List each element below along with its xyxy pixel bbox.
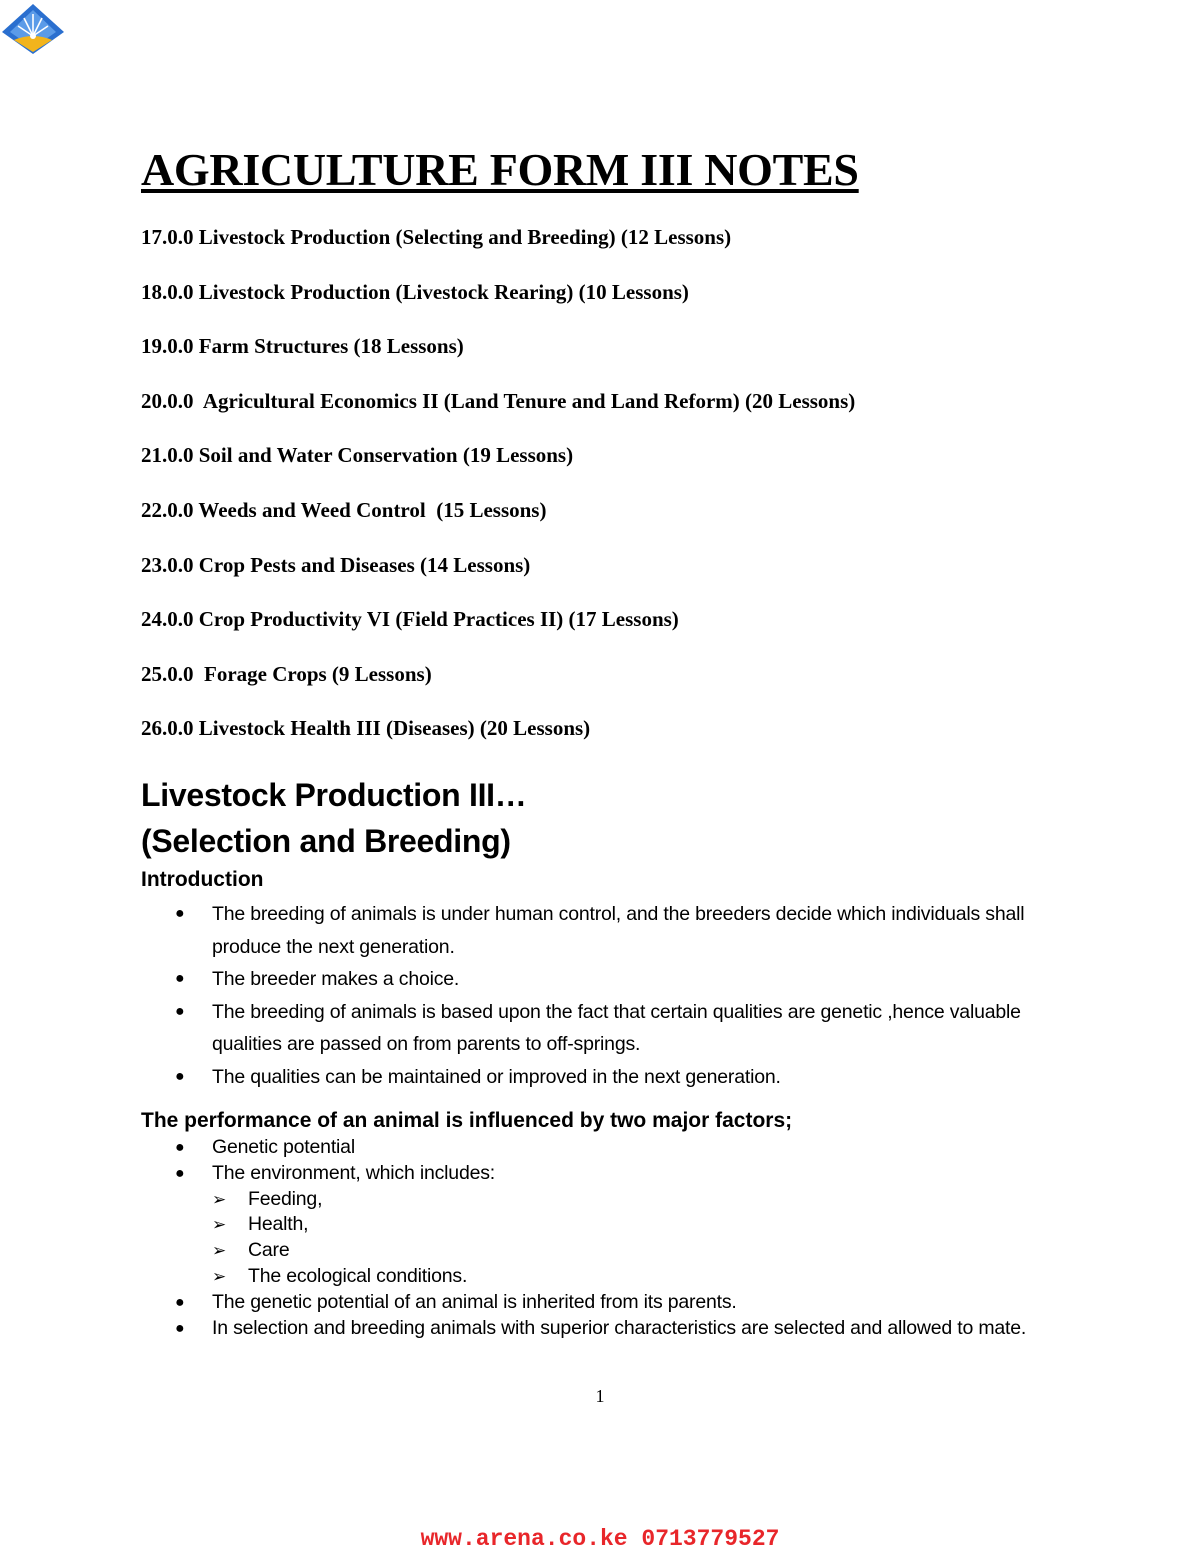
arrowhead-icon: ➢ — [212, 1241, 227, 1261]
topic-item: 21.0.0 Soil and Water Conservation (19 Lessons) — [141, 443, 574, 468]
topic-item: 23.0.0 Crop Pests and Diseases (14 Lessons) — [141, 552, 531, 577]
list-item-text: The breeder makes a choice. — [212, 968, 460, 991]
sub-list-item — [212, 1212, 1061, 1238]
sub-list-item — [212, 1187, 1061, 1213]
sub-list-item-text: Health, — [248, 1213, 309, 1236]
performance-heading: The performance of an animal is influenced by two major factors; — [141, 1109, 793, 1132]
bullet-icon: ● — [175, 970, 185, 988]
topic-item: 19.0.0 Farm Structures (18 Lessons) — [141, 334, 464, 359]
list-item-text: The genetic potential of an animal is inherited from its parents. — [212, 1290, 737, 1313]
bullet-icon: ● — [175, 905, 185, 922]
list-item-text: In selection and breeding animals with superior characteristics are selected and allowed to mate. — [212, 1316, 1027, 1339]
footer-website-link[interactable]: www.arena.co.ke 0713779527 — [420, 1526, 780, 1552]
topic-item: 26.0.0 Livestock Health III (Diseases) (20 Lessons) — [141, 716, 591, 741]
bullet-icon: ● — [175, 1139, 185, 1156]
introduction-list — [141, 898, 1071, 1094]
section-heading-line2: (Selection and Breeding) — [141, 823, 511, 859]
bullet-icon: ● — [175, 1002, 185, 1020]
topic-item: 25.0.0 Forage Crops (9 Lessons) — [141, 661, 432, 686]
bullet-icon: ● — [175, 1067, 185, 1085]
list-item — [141, 1161, 1061, 1290]
bullet-icon: ● — [175, 1164, 185, 1182]
arrowhead-icon: ➢ — [212, 1189, 227, 1209]
list-item — [141, 1135, 1061, 1161]
list-item-text: The qualities can be maintained or improved in the next generation. — [212, 1065, 781, 1088]
arena-logo — [0, 2, 66, 56]
list-item — [141, 996, 1071, 1061]
list-item — [141, 1316, 1061, 1342]
page-title: AGRICULTURE FORM III NOTES — [141, 144, 859, 195]
sub-list-item — [212, 1264, 1061, 1290]
introduction-heading: Introduction — [141, 868, 264, 891]
topic-item: 18.0.0 Livestock Production (Livestock Rearing) (10 Lessons) — [141, 279, 689, 304]
bullet-icon: ● — [175, 1293, 185, 1311]
list-item — [141, 963, 1071, 996]
list-item-text: The environment, which includes: — [212, 1161, 495, 1184]
section-heading-line1: Livestock Production III… — [141, 777, 527, 813]
arrowhead-icon: ➢ — [212, 1266, 227, 1286]
list-item — [141, 1061, 1071, 1094]
list-item-text: Genetic potential — [212, 1136, 355, 1158]
topic-item: 20.0.0 Agricultural Economics II (Land Tenure and Land Reform) (20 Lessons) — [141, 388, 856, 413]
bullet-icon: ● — [175, 1319, 185, 1337]
topic-item: 22.0.0 Weeds and Weed Control (15 Lessons) — [141, 497, 547, 522]
topic-item: 17.0.0 Livestock Production (Selecting and Breeding) (12 Lessons) — [141, 225, 732, 249]
topic-list — [141, 222, 1141, 768]
sub-list-item-text: Feeding, — [248, 1187, 323, 1210]
sub-list-item — [212, 1238, 1061, 1264]
list-item-text: The breeding of animals is under human control, and the breeders decide which individuals shall produce the next generation. — [212, 903, 1025, 958]
sub-list-item-text: The ecological conditions. — [248, 1264, 468, 1287]
list-item-text: The breeding of animals is based upon the fact that certain qualities are genetic ,hence valuable qualities are passed on from parents to off-springs. — [212, 1000, 1021, 1056]
list-item — [141, 1290, 1061, 1316]
performance-list — [141, 1135, 1061, 1341]
sub-list-item-text: Care — [248, 1239, 290, 1262]
page-number: 1 — [595, 1386, 605, 1406]
arena-logo-icon — [0, 2, 66, 56]
arrowhead-icon: ➢ — [212, 1215, 227, 1235]
list-item — [141, 898, 1071, 963]
topic-item: 24.0.0 Crop Productivity VI (Field Practices II) (17 Lessons) — [141, 607, 679, 632]
environment-sublist — [212, 1187, 1061, 1290]
section-heading — [141, 772, 526, 864]
